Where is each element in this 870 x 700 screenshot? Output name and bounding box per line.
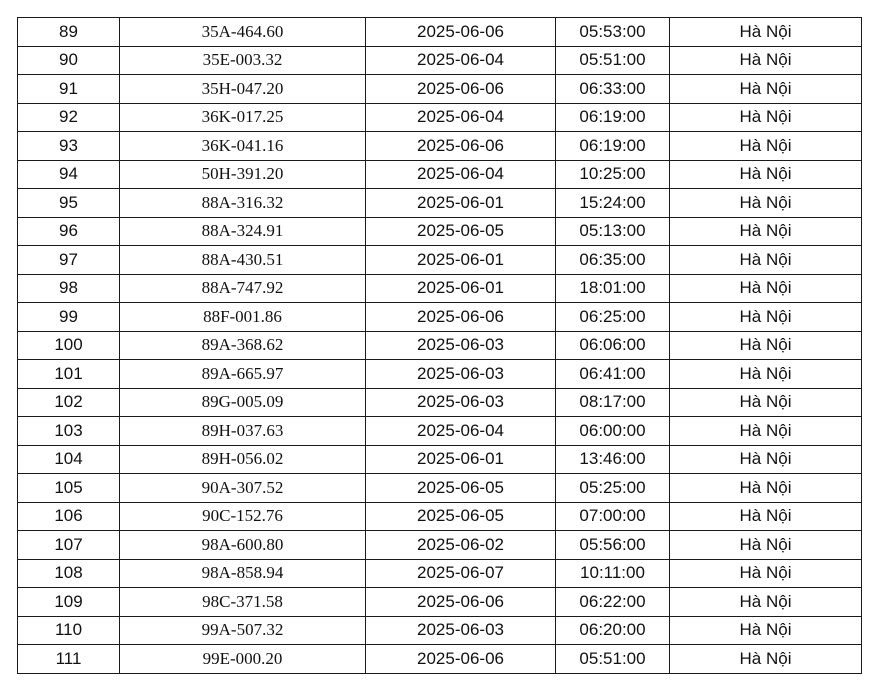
location-cell: Hà Nội bbox=[670, 616, 862, 645]
location-cell: Hà Nội bbox=[670, 445, 862, 474]
location-cell: Hà Nội bbox=[670, 360, 862, 389]
date-cell: 2025-06-03 bbox=[366, 360, 556, 389]
row-number-cell: 96 bbox=[18, 217, 120, 246]
row-number-cell: 103 bbox=[18, 417, 120, 446]
violation-table bbox=[17, 17, 862, 674]
location-cell: Hà Nội bbox=[670, 46, 862, 75]
location-cell: Hà Nội bbox=[670, 303, 862, 332]
license-plate-cell: 99A-507.32 bbox=[120, 616, 366, 645]
license-plate-cell: 88F-001.86 bbox=[120, 303, 366, 332]
table-row bbox=[18, 189, 862, 218]
license-plate-cell: 89A-368.62 bbox=[120, 331, 366, 360]
date-cell: 2025-06-04 bbox=[366, 160, 556, 189]
row-number-cell: 105 bbox=[18, 474, 120, 503]
location-cell: Hà Nội bbox=[670, 474, 862, 503]
table-row bbox=[18, 160, 862, 189]
row-number-cell: 111 bbox=[18, 645, 120, 674]
location-cell: Hà Nội bbox=[670, 531, 862, 560]
row-number-cell: 109 bbox=[18, 588, 120, 617]
row-number-cell: 107 bbox=[18, 531, 120, 560]
time-cell: 06:20:00 bbox=[556, 616, 670, 645]
license-plate-cell: 88A-316.32 bbox=[120, 189, 366, 218]
table-row bbox=[18, 588, 862, 617]
time-cell: 05:53:00 bbox=[556, 18, 670, 47]
time-cell: 06:41:00 bbox=[556, 360, 670, 389]
table-row bbox=[18, 331, 862, 360]
table-body bbox=[18, 18, 862, 674]
location-cell: Hà Nội bbox=[670, 18, 862, 47]
time-cell: 06:35:00 bbox=[556, 246, 670, 275]
time-cell: 10:25:00 bbox=[556, 160, 670, 189]
location-cell: Hà Nội bbox=[670, 160, 862, 189]
date-cell: 2025-06-06 bbox=[366, 132, 556, 161]
location-cell: Hà Nội bbox=[670, 588, 862, 617]
time-cell: 08:17:00 bbox=[556, 388, 670, 417]
license-plate-cell: 88A-430.51 bbox=[120, 246, 366, 275]
location-cell: Hà Nội bbox=[670, 132, 862, 161]
license-plate-cell: 90A-307.52 bbox=[120, 474, 366, 503]
time-cell: 06:33:00 bbox=[556, 75, 670, 104]
location-cell: Hà Nội bbox=[670, 331, 862, 360]
time-cell: 06:25:00 bbox=[556, 303, 670, 332]
table-row bbox=[18, 18, 862, 47]
date-cell: 2025-06-03 bbox=[366, 388, 556, 417]
license-plate-cell: 99E-000.20 bbox=[120, 645, 366, 674]
table-row bbox=[18, 445, 862, 474]
license-plate-cell: 36K-017.25 bbox=[120, 103, 366, 132]
date-cell: 2025-06-03 bbox=[366, 331, 556, 360]
table-row bbox=[18, 303, 862, 332]
row-number-cell: 102 bbox=[18, 388, 120, 417]
time-cell: 05:51:00 bbox=[556, 645, 670, 674]
row-number-cell: 100 bbox=[18, 331, 120, 360]
table-row bbox=[18, 417, 862, 446]
violation-table-container bbox=[17, 17, 862, 674]
table-row bbox=[18, 274, 862, 303]
table-row bbox=[18, 132, 862, 161]
date-cell: 2025-06-04 bbox=[366, 417, 556, 446]
date-cell: 2025-06-03 bbox=[366, 616, 556, 645]
table-row bbox=[18, 388, 862, 417]
location-cell: Hà Nội bbox=[670, 502, 862, 531]
time-cell: 10:11:00 bbox=[556, 559, 670, 588]
location-cell: Hà Nội bbox=[670, 103, 862, 132]
date-cell: 2025-06-04 bbox=[366, 103, 556, 132]
time-cell: 15:24:00 bbox=[556, 189, 670, 218]
license-plate-cell: 88A-324.91 bbox=[120, 217, 366, 246]
license-plate-cell: 35E-003.32 bbox=[120, 46, 366, 75]
license-plate-cell: 35A-464.60 bbox=[120, 18, 366, 47]
time-cell: 06:22:00 bbox=[556, 588, 670, 617]
table-row bbox=[18, 46, 862, 75]
table-row bbox=[18, 474, 862, 503]
license-plate-cell: 89G-005.09 bbox=[120, 388, 366, 417]
row-number-cell: 94 bbox=[18, 160, 120, 189]
license-plate-cell: 36K-041.16 bbox=[120, 132, 366, 161]
table-row bbox=[18, 246, 862, 275]
time-cell: 06:19:00 bbox=[556, 132, 670, 161]
date-cell: 2025-06-05 bbox=[366, 502, 556, 531]
row-number-cell: 106 bbox=[18, 502, 120, 531]
location-cell: Hà Nội bbox=[670, 75, 862, 104]
date-cell: 2025-06-06 bbox=[366, 303, 556, 332]
date-cell: 2025-06-06 bbox=[366, 588, 556, 617]
location-cell: Hà Nội bbox=[670, 274, 862, 303]
date-cell: 2025-06-04 bbox=[366, 46, 556, 75]
row-number-cell: 91 bbox=[18, 75, 120, 104]
license-plate-cell: 88A-747.92 bbox=[120, 274, 366, 303]
table-row bbox=[18, 559, 862, 588]
license-plate-cell: 98C-371.58 bbox=[120, 588, 366, 617]
license-plate-cell: 98A-858.94 bbox=[120, 559, 366, 588]
location-cell: Hà Nội bbox=[670, 559, 862, 588]
license-plate-cell: 98A-600.80 bbox=[120, 531, 366, 560]
row-number-cell: 95 bbox=[18, 189, 120, 218]
license-plate-cell: 35H-047.20 bbox=[120, 75, 366, 104]
table-row bbox=[18, 103, 862, 132]
date-cell: 2025-06-02 bbox=[366, 531, 556, 560]
table-row bbox=[18, 616, 862, 645]
row-number-cell: 93 bbox=[18, 132, 120, 161]
location-cell: Hà Nội bbox=[670, 217, 862, 246]
license-plate-cell: 90C-152.76 bbox=[120, 502, 366, 531]
license-plate-cell: 89H-056.02 bbox=[120, 445, 366, 474]
date-cell: 2025-06-01 bbox=[366, 274, 556, 303]
time-cell: 06:06:00 bbox=[556, 331, 670, 360]
table-row bbox=[18, 502, 862, 531]
row-number-cell: 99 bbox=[18, 303, 120, 332]
row-number-cell: 104 bbox=[18, 445, 120, 474]
table-row bbox=[18, 531, 862, 560]
time-cell: 05:56:00 bbox=[556, 531, 670, 560]
date-cell: 2025-06-06 bbox=[366, 75, 556, 104]
date-cell: 2025-06-01 bbox=[366, 189, 556, 218]
location-cell: Hà Nội bbox=[670, 417, 862, 446]
time-cell: 18:01:00 bbox=[556, 274, 670, 303]
table-row bbox=[18, 217, 862, 246]
time-cell: 07:00:00 bbox=[556, 502, 670, 531]
date-cell: 2025-06-05 bbox=[366, 474, 556, 503]
location-cell: Hà Nội bbox=[670, 645, 862, 674]
license-plate-cell: 89H-037.63 bbox=[120, 417, 366, 446]
location-cell: Hà Nội bbox=[670, 388, 862, 417]
license-plate-cell: 50H-391.20 bbox=[120, 160, 366, 189]
date-cell: 2025-06-07 bbox=[366, 559, 556, 588]
location-cell: Hà Nội bbox=[670, 246, 862, 275]
time-cell: 05:51:00 bbox=[556, 46, 670, 75]
date-cell: 2025-06-05 bbox=[366, 217, 556, 246]
table-row bbox=[18, 645, 862, 674]
time-cell: 13:46:00 bbox=[556, 445, 670, 474]
row-number-cell: 98 bbox=[18, 274, 120, 303]
table-row bbox=[18, 75, 862, 104]
time-cell: 06:00:00 bbox=[556, 417, 670, 446]
date-cell: 2025-06-06 bbox=[366, 18, 556, 47]
row-number-cell: 110 bbox=[18, 616, 120, 645]
date-cell: 2025-06-01 bbox=[366, 246, 556, 275]
row-number-cell: 92 bbox=[18, 103, 120, 132]
row-number-cell: 97 bbox=[18, 246, 120, 275]
row-number-cell: 108 bbox=[18, 559, 120, 588]
row-number-cell: 90 bbox=[18, 46, 120, 75]
row-number-cell: 89 bbox=[18, 18, 120, 47]
table-row bbox=[18, 360, 862, 389]
location-cell: Hà Nội bbox=[670, 189, 862, 218]
time-cell: 06:19:00 bbox=[556, 103, 670, 132]
time-cell: 05:25:00 bbox=[556, 474, 670, 503]
date-cell: 2025-06-01 bbox=[366, 445, 556, 474]
date-cell: 2025-06-06 bbox=[366, 645, 556, 674]
time-cell: 05:13:00 bbox=[556, 217, 670, 246]
license-plate-cell: 89A-665.97 bbox=[120, 360, 366, 389]
row-number-cell: 101 bbox=[18, 360, 120, 389]
